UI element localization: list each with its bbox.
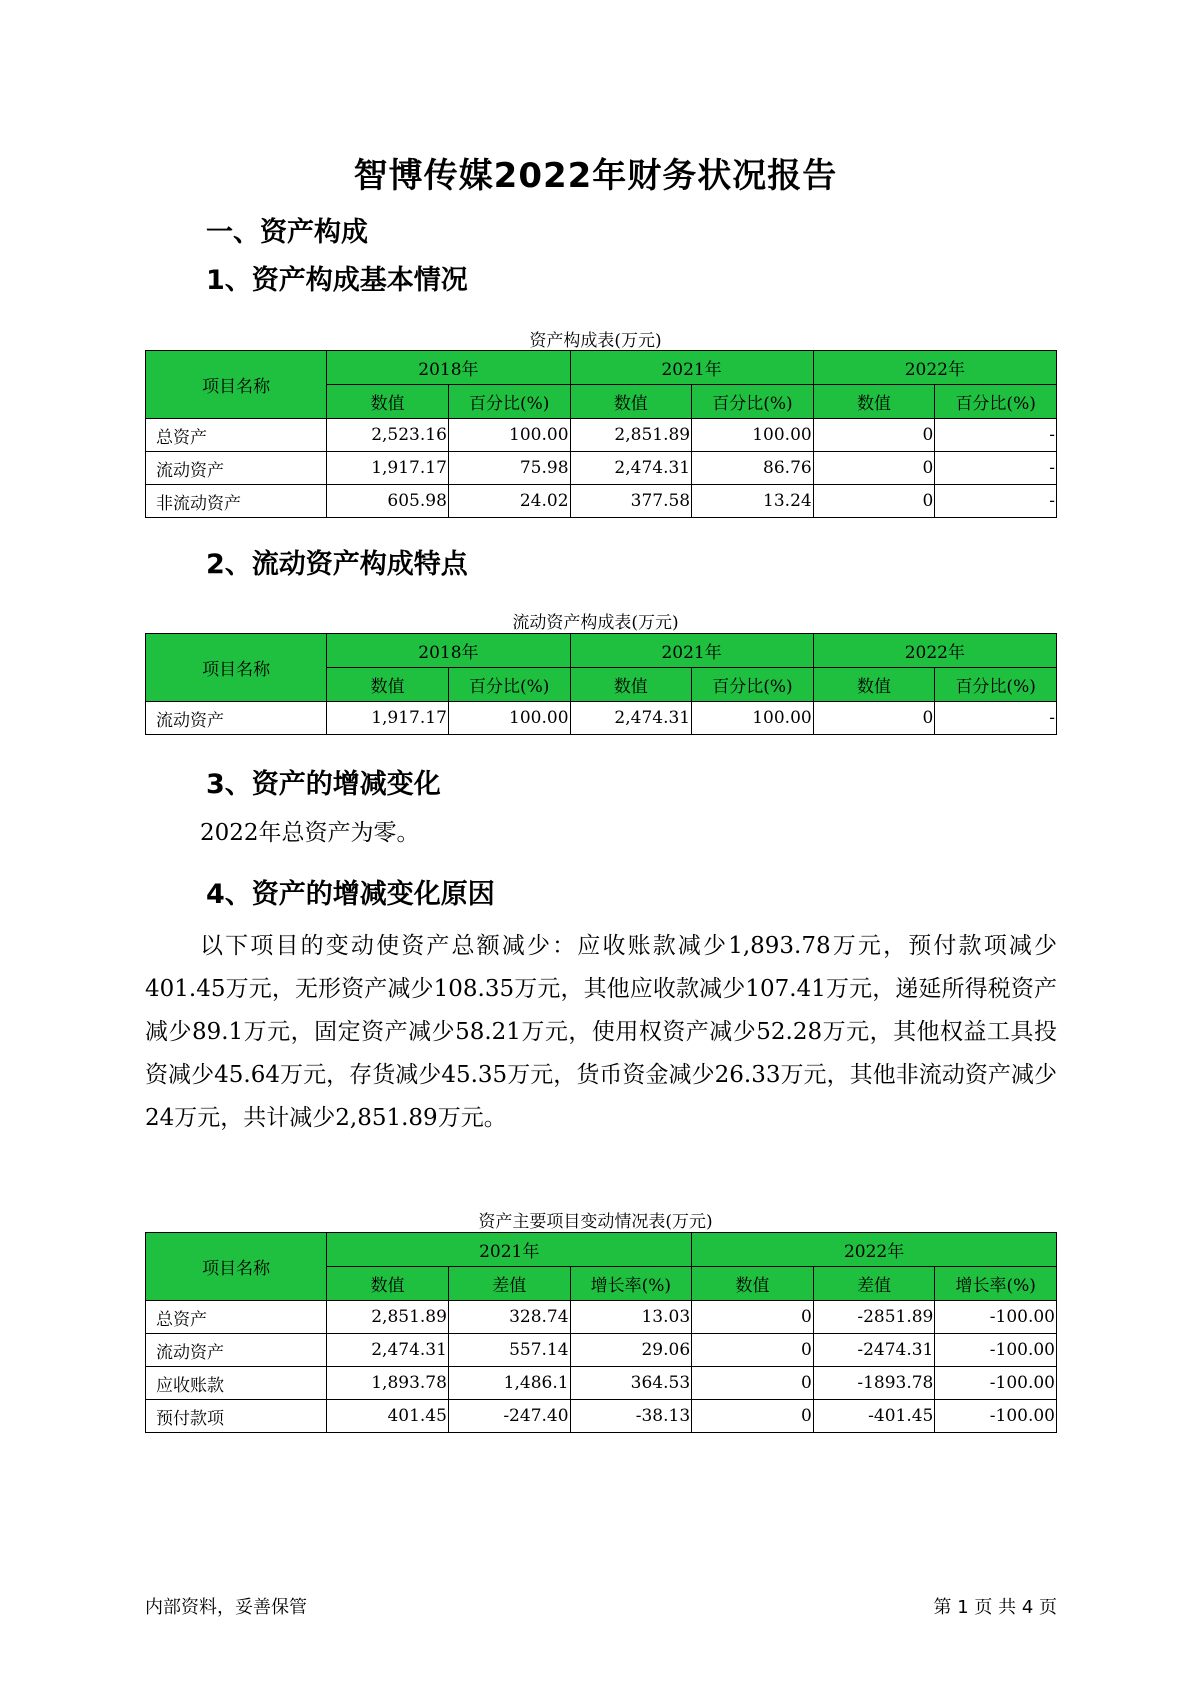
subheading-asset-change: 3、资产的增减变化 bbox=[206, 769, 441, 800]
footer-confidential-note: 内部资料，妥善保管 bbox=[145, 1597, 307, 1618]
table-header-year: 2021年 bbox=[327, 1233, 692, 1267]
table-cell: -247.40 bbox=[448, 1400, 570, 1433]
table-subheader: 百分比(%) bbox=[935, 385, 1057, 419]
table-cell: 0 bbox=[692, 1301, 814, 1334]
table-subheader: 数值 bbox=[327, 385, 449, 419]
table-header-year: 2022年 bbox=[692, 1233, 1057, 1267]
table-cell: -2851.89 bbox=[813, 1301, 935, 1334]
table-subheader: 百分比(%) bbox=[692, 668, 814, 702]
table-cell: 0 bbox=[813, 485, 935, 518]
table-row bbox=[146, 485, 1057, 518]
table-cell: 2,851.89 bbox=[327, 1301, 449, 1334]
table-cell: 364.53 bbox=[570, 1367, 692, 1400]
table-cell: -100.00 bbox=[935, 1367, 1057, 1400]
table-subheader: 数值 bbox=[327, 668, 449, 702]
table-cell: 预付款项 bbox=[146, 1400, 327, 1433]
table-cell: 总资产 bbox=[146, 1301, 327, 1334]
table-cell: 100.00 bbox=[448, 702, 570, 735]
table-subheader: 增长率(%) bbox=[935, 1267, 1057, 1301]
table-header-year: 2021年 bbox=[570, 351, 813, 385]
table-cell: 0 bbox=[813, 452, 935, 485]
table-header-year: 2022年 bbox=[813, 351, 1056, 385]
table-row bbox=[146, 1301, 1057, 1334]
table-cell: 401.45 bbox=[327, 1400, 449, 1433]
table-cell: - bbox=[935, 485, 1057, 518]
table-cell: 非流动资产 bbox=[146, 485, 327, 518]
section-heading-asset-composition: 一、资产构成 bbox=[206, 217, 368, 248]
table-cell: 13.24 bbox=[692, 485, 814, 518]
table-subheader: 数值 bbox=[327, 1267, 449, 1301]
table-cell: -100.00 bbox=[935, 1334, 1057, 1367]
table-row bbox=[146, 1367, 1057, 1400]
table-row bbox=[146, 702, 1057, 735]
table-cell: -1893.78 bbox=[813, 1367, 935, 1400]
table-subheader: 差值 bbox=[813, 1267, 935, 1301]
table-row bbox=[146, 1400, 1057, 1433]
table-cell: - bbox=[935, 452, 1057, 485]
table-cell: 2,474.31 bbox=[570, 452, 692, 485]
table-cell: -100.00 bbox=[935, 1400, 1057, 1433]
table-cell: - bbox=[935, 702, 1057, 735]
table-cell: 100.00 bbox=[448, 419, 570, 452]
table-cell: 24.02 bbox=[448, 485, 570, 518]
table-cell: -401.45 bbox=[813, 1400, 935, 1433]
table-cell: 1,917.17 bbox=[327, 452, 449, 485]
table-cell: 总资产 bbox=[146, 419, 327, 452]
table-cell: 流动资产 bbox=[146, 702, 327, 735]
table-cell: 557.14 bbox=[448, 1334, 570, 1367]
change-reasons-text: 以下项目的变动使资产总额减少：应收账款减少1,893.78万元，预付款项减少401.45万元，无形资产减少108.35万元，其他应收款减少107.41万元，递延所得税资产减少89.1万元，固定资产减少58.21万元，使用权资产减少52.28万元，其他权益工具投资减少45.64万元，存货减少45.35万元，货币资金减少26.33万元，其他非流动资产减少24万元，共计减少2,851.89万元。 bbox=[145, 933, 1057, 1131]
report-title: 智博传媒2022年财务状况报告 bbox=[353, 156, 838, 196]
table-cell: 605.98 bbox=[327, 485, 449, 518]
table-cell: 13.03 bbox=[570, 1301, 692, 1334]
subheading-change-reasons: 4、资产的增减变化原因 bbox=[206, 879, 495, 910]
table-row bbox=[146, 419, 1057, 452]
table-cell: 流动资产 bbox=[146, 452, 327, 485]
table-cell: 0 bbox=[813, 419, 935, 452]
table-subheader: 数值 bbox=[570, 385, 692, 419]
subheading-current-assets: 2、流动资产构成特点 bbox=[206, 549, 468, 580]
table-cell: 75.98 bbox=[448, 452, 570, 485]
footer-page-number: 第 1 页 共 4 页 bbox=[933, 1597, 1057, 1618]
table-row bbox=[146, 452, 1057, 485]
table-header-year: 2018年 bbox=[327, 634, 570, 668]
table-cell: -38.13 bbox=[570, 1400, 692, 1433]
table-cell: 100.00 bbox=[692, 702, 814, 735]
table-cell: 1,486.1 bbox=[448, 1367, 570, 1400]
table-cell: 1,917.17 bbox=[327, 702, 449, 735]
table-header-item: 项目名称 bbox=[146, 634, 327, 702]
table-subheader: 数值 bbox=[813, 385, 935, 419]
table-cell: 流动资产 bbox=[146, 1334, 327, 1367]
table-subheader: 差值 bbox=[448, 1267, 570, 1301]
table-header-item: 项目名称 bbox=[146, 351, 327, 419]
subheading-basic-composition: 1、资产构成基本情况 bbox=[206, 265, 468, 296]
table-cell: 1,893.78 bbox=[327, 1367, 449, 1400]
table-cell: 328.74 bbox=[448, 1301, 570, 1334]
table-cell: 0 bbox=[692, 1334, 814, 1367]
table-cell: 0 bbox=[813, 702, 935, 735]
table1-caption: 资产构成表(万元) bbox=[529, 331, 662, 351]
table-cell: 2,523.16 bbox=[327, 419, 449, 452]
table-header-item: 项目名称 bbox=[146, 1233, 327, 1301]
table-cell: 应收账款 bbox=[146, 1367, 327, 1400]
table-cell: - bbox=[935, 419, 1057, 452]
table-cell: 2,474.31 bbox=[570, 702, 692, 735]
table-header-year: 2022年 bbox=[813, 634, 1056, 668]
table-cell: 0 bbox=[692, 1400, 814, 1433]
current-assets-table bbox=[145, 633, 1057, 735]
table-cell: 0 bbox=[692, 1367, 814, 1400]
table-cell: 86.76 bbox=[692, 452, 814, 485]
table-header-year: 2021年 bbox=[570, 634, 813, 668]
table-subheader: 百分比(%) bbox=[448, 385, 570, 419]
asset-change-text: 2022年总资产为零。 bbox=[200, 820, 420, 846]
table-cell: 100.00 bbox=[692, 419, 814, 452]
table-cell: 377.58 bbox=[570, 485, 692, 518]
asset-change-table bbox=[145, 1232, 1057, 1433]
table-cell: 2,851.89 bbox=[570, 419, 692, 452]
table-subheader: 数值 bbox=[692, 1267, 814, 1301]
table-subheader: 百分比(%) bbox=[935, 668, 1057, 702]
table3-caption: 资产主要项目变动情况表(万元) bbox=[478, 1212, 713, 1232]
table-subheader: 增长率(%) bbox=[570, 1267, 692, 1301]
table-header-year: 2018年 bbox=[327, 351, 570, 385]
table-cell: -100.00 bbox=[935, 1301, 1057, 1334]
table2-caption: 流动资产构成表(万元) bbox=[512, 613, 679, 633]
asset-composition-table bbox=[145, 350, 1057, 518]
table-subheader: 百分比(%) bbox=[692, 385, 814, 419]
table-cell: 29.06 bbox=[570, 1334, 692, 1367]
table-subheader: 百分比(%) bbox=[448, 668, 570, 702]
table-row bbox=[146, 1334, 1057, 1367]
table-cell: -2474.31 bbox=[813, 1334, 935, 1367]
table-cell: 2,474.31 bbox=[327, 1334, 449, 1367]
table-subheader: 数值 bbox=[570, 668, 692, 702]
table-subheader: 数值 bbox=[813, 668, 935, 702]
